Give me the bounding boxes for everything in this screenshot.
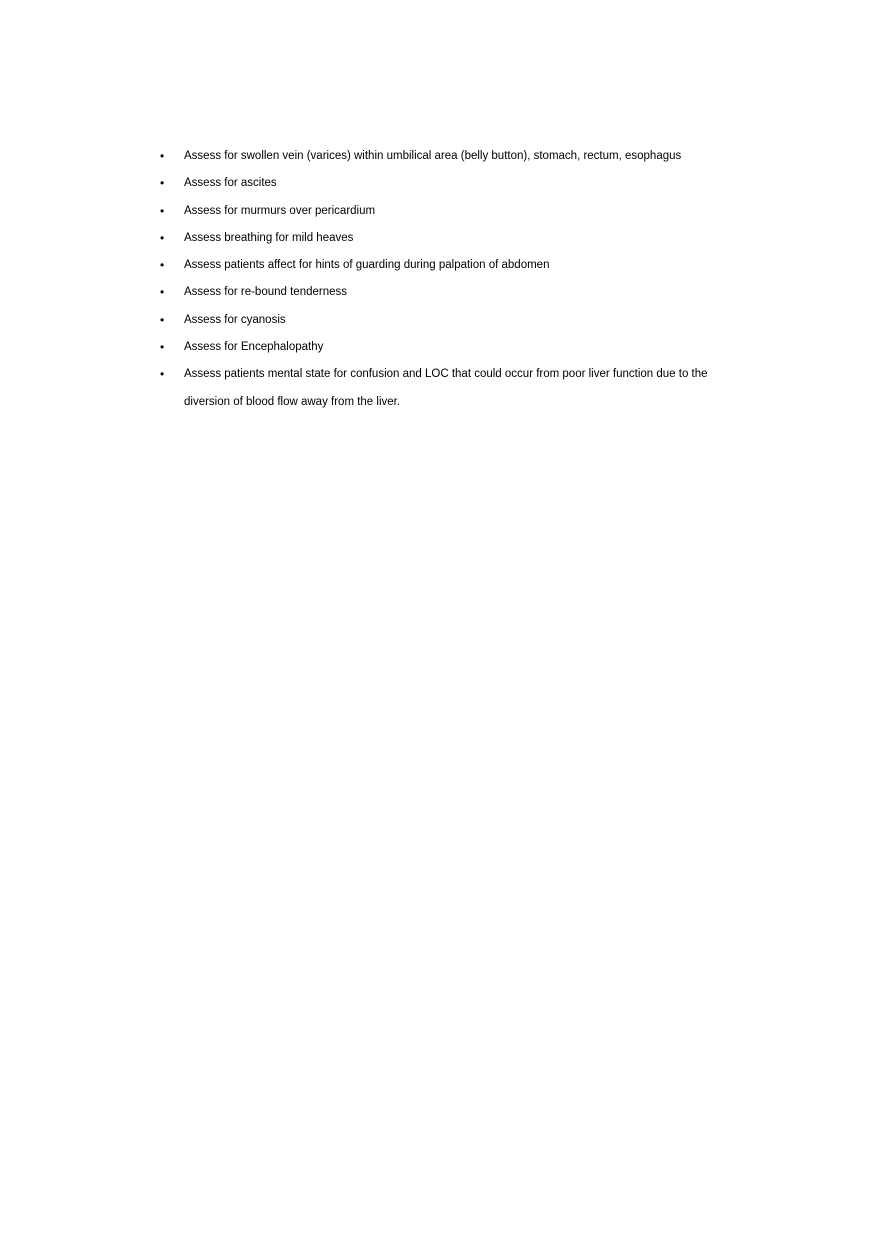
bullet-icon: • xyxy=(160,203,165,218)
bullet-icon: • xyxy=(160,230,165,245)
list-item xyxy=(0,334,744,361)
bullet-icon: • xyxy=(160,285,165,300)
assessment-bullet-list xyxy=(0,143,880,416)
list-item-text: Assess for ascites xyxy=(184,177,277,190)
bullet-icon: • xyxy=(160,340,165,355)
list-item xyxy=(0,252,744,279)
bullet-icon: • xyxy=(160,176,165,191)
list-item xyxy=(0,225,744,252)
list-item xyxy=(0,279,744,306)
list-item-text: Assess breathing for mild heaves xyxy=(184,231,354,244)
bullet-icon: • xyxy=(160,312,165,327)
list-item-text: Assess patients mental state for confusion and LOC that could occur from poor liver function due to the diversion of blood flow away from the liver. xyxy=(184,368,708,408)
bullet-icon: • xyxy=(160,149,165,163)
list-item xyxy=(0,143,744,170)
list-item xyxy=(0,170,744,197)
list-item xyxy=(0,361,744,416)
list-item-text: Assess for Encephalopathy xyxy=(184,341,324,354)
bullet-icon: • xyxy=(160,258,165,273)
list-item-text: Assess for cyanosis xyxy=(184,313,286,326)
list-item-text: Assess for murmurs over pericardium xyxy=(184,204,376,217)
list-item-text: Assess for re-bound tenderness xyxy=(184,286,348,299)
list-item xyxy=(0,307,744,334)
list-item-text: Assess for swollen vein (varices) within umbilical area (belly button), stomach, rectum, esophagus xyxy=(184,150,682,162)
list-item xyxy=(0,198,744,225)
bullet-icon: • xyxy=(160,367,165,382)
list-item-text: Assess patients affect for hints of guarding during palpation of abdomen xyxy=(184,259,550,272)
